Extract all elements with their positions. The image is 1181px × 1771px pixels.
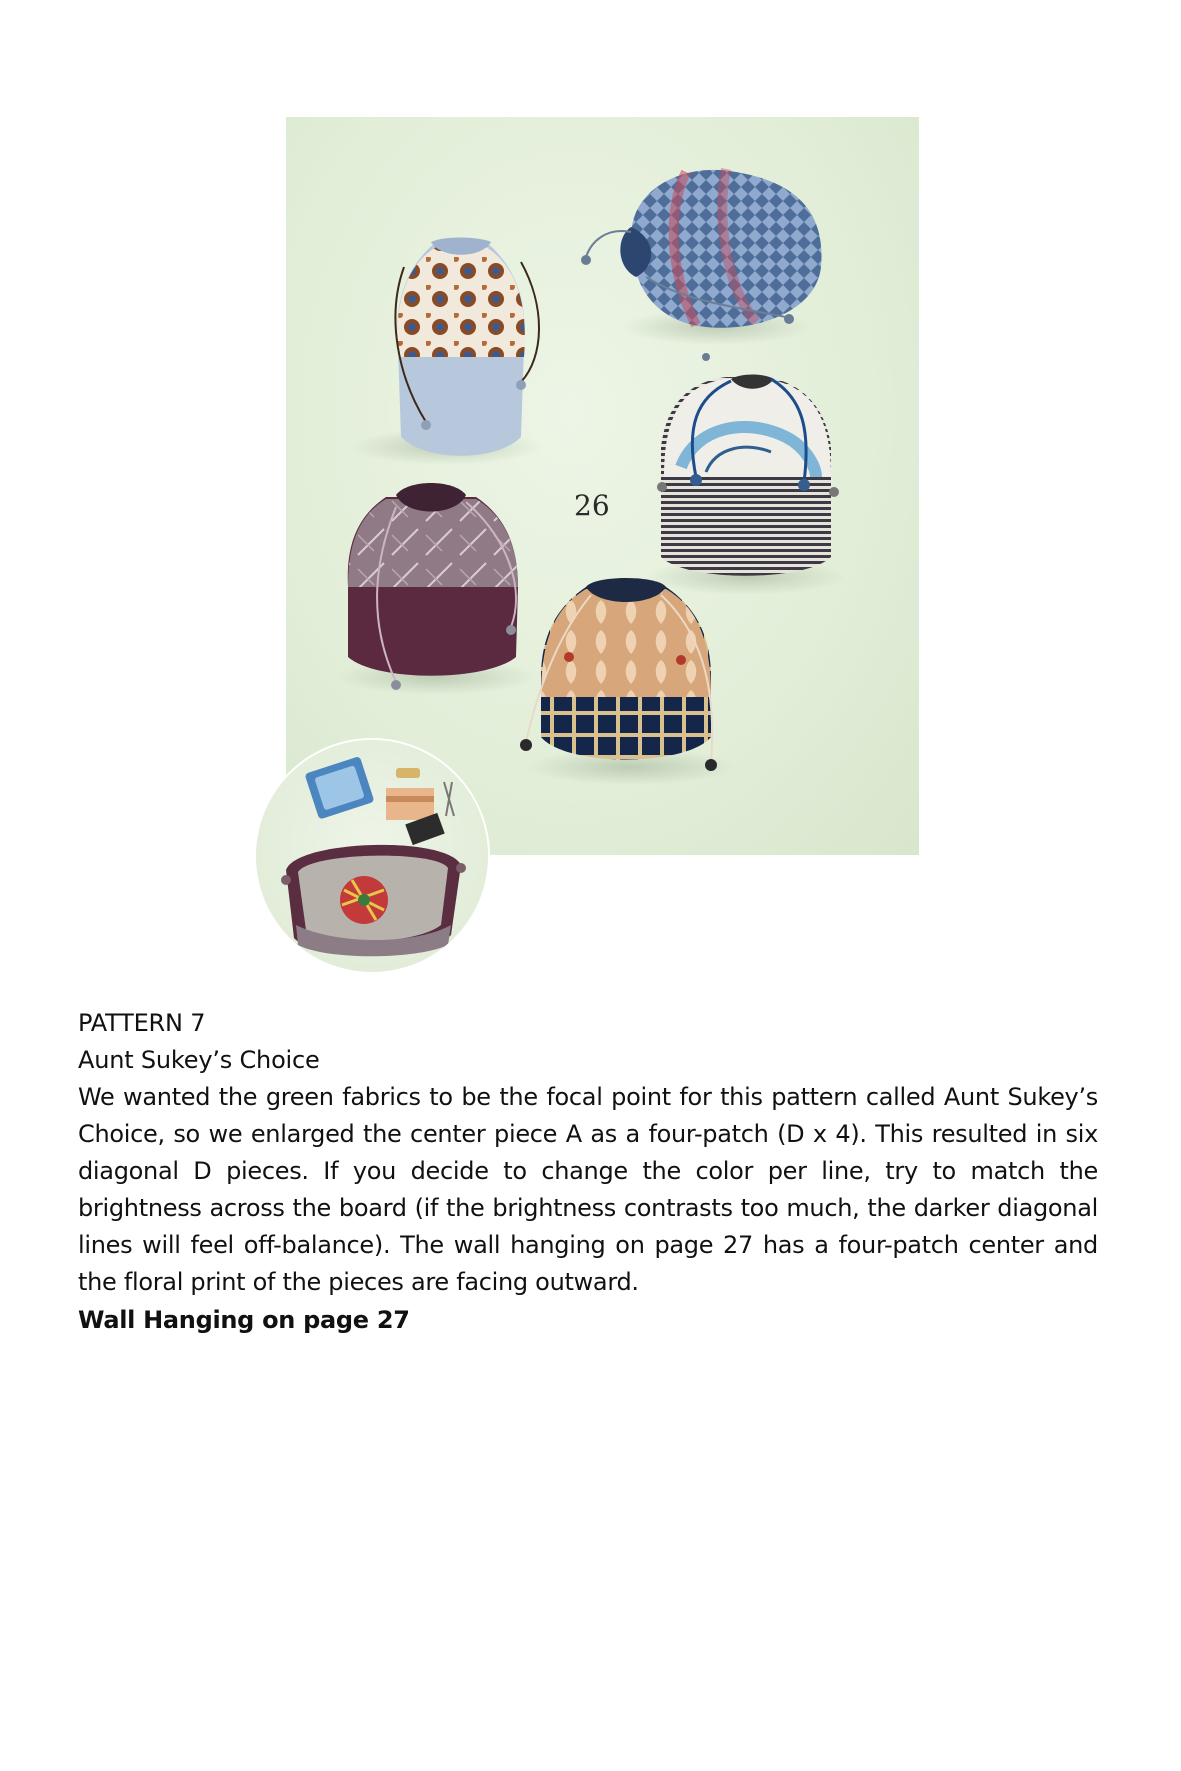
pattern-title: Aunt Sukey’s Choice — [78, 1046, 320, 1074]
photo-page-number: 26 — [574, 489, 610, 522]
purple-bag — [336, 483, 536, 695]
open-bag-icon — [256, 740, 488, 972]
article — [78, 1005, 1098, 1339]
floral-bag — [351, 237, 541, 465]
pattern-number: PATTERN 7 — [78, 1009, 206, 1037]
damask-bag — [520, 578, 736, 785]
striped-bag — [646, 375, 846, 596]
article-body: We wanted the green fabrics to be the focal point for this pattern called Aunt Sukey’s Choice, so we enlarged the center piece A as a four-patch (D x 4). This resulted in six diagonal D pieces. If you decide to change the color per line, try to match the brightness across the board (if the brightness contrasts too much, the darker diagonal lines will feel off-balance). The wall hanging on page 27 has a four-patch center and the floral print of the pieces are facing outward. — [78, 1083, 1098, 1296]
page-reference: Wall Hanging on page 27 — [78, 1306, 410, 1334]
blue-geometric-bag — [581, 169, 822, 361]
inset-photo — [256, 740, 488, 972]
